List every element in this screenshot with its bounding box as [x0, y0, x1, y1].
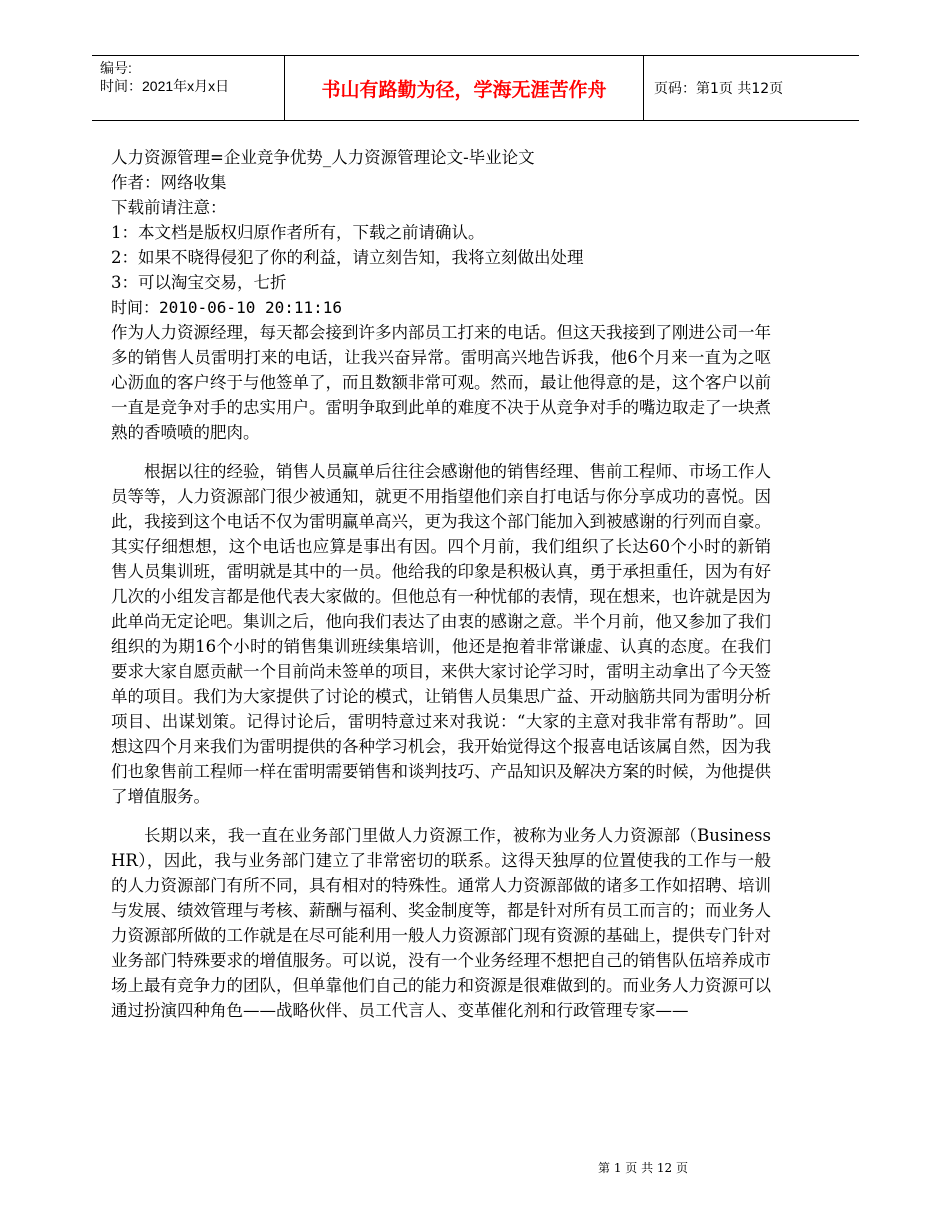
- header-motto-cell: [285, 56, 644, 120]
- body-paragraph-3: 长期以来，我一直在业务部门里做人力资源工作，被称为业务人力资源部（Business HR），因此，我与业务部门建立了非常密切的联系。这得天独厚的位置使我的工作与一般的人力资源部门有所不同，具有相对的特殊性。通常人力资源部做的诸多工作如招聘、培训与发展、绩效管理与考核、薪酬与福利、奖金制度等，都是针对所有员工而言的；而业务人力资源部所做的工作就是在尽可能利用一般人力资源部门现有资源的基础上，提供专门针对业务部门特殊要求的增值服务。可以说，没有一个业务经理不想把自己的销售队伍培养成市场上最有竞争力的团队，但单靠他们自己的能力和资源是很难做到的。而业务人力资源可以通过扮演四种角色——战略伙伴、员工代言人、变革催化剂和行政管理专家——: [111, 826, 771, 1020]
- header-page-info: 页码：第1页 共12页: [654, 81, 784, 97]
- notice-heading: 下载前请注意：: [111, 198, 227, 217]
- notice-item-2: 2：如果不晓得侵犯了你的利益，请立刻告知，我将立刻做出处理: [111, 248, 584, 267]
- document-time: 时间：2010-06-10 20:11:16: [111, 298, 343, 317]
- page-header: [92, 55, 859, 121]
- header-page-cell: [644, 56, 859, 120]
- header-meta-cell: [92, 56, 285, 120]
- document-title: 人力资源管理=企业竞争优势_人力资源管理论文-毕业论文: [111, 148, 535, 167]
- notice-item-1: 1：本文档是版权归原作者所有，下载之前请确认。: [111, 223, 485, 242]
- body-paragraph-1: 作为人力资源经理，每天都会接到许多内部员工打来的电话。但这天我接到了刚进公司一年多的销售人员雷明打来的电话，让我兴奋异常。雷明高兴地告诉我，他6个月来一直为之呕心沥血的客户终于与他签单了，而且数额非常可观。然而，最让他得意的是，这个客户以前一直是竞争对手的忠实用户。雷明争取到此单的难度不决于从竞争对手的嘴边取走了一块煮熟的香喷喷的肥肉。: [111, 323, 771, 442]
- document-body: [111, 145, 771, 1023]
- header-date: 时间：2021年x月x日: [100, 78, 230, 94]
- header-motto: 书山有路勤为径，学海无涯苦作舟: [321, 78, 607, 101]
- page-footer: 第 1 页 共 12 页: [598, 1161, 688, 1175]
- notice-item-3: 3：可以淘宝交易，七折: [111, 273, 287, 292]
- document-author: 作者：网络收集: [111, 173, 227, 192]
- body-paragraph-2: 根据以往的经验，销售人员赢单后往往会感谢他的销售经理、售前工程师、市场工作人员等等，人力资源部门很少被通知，就更不用指望他们亲自打电话与你分享成功的喜悦。因此，我接到这个电话不仅为雷明赢单高兴，更为我这个部门能加入到被感谢的行列而自豪。其实仔细想想，这个电话也应算是事出有因。四个月前，我们组织了长达60个小时的新销售人员集训班，雷明就是其中的一员。他给我的印象是积极认真，勇于承担重任，因为有好几次的小组发言都是他代表大家做的。但他总有一种忧郁的表情，现在想来，也许就是因为此单尚无定论吧。集训之后，他向我们表达了由衷的感谢之意。半个月前，他又参加了我们组织的为期16个小时的销售集训班续集培训，他还是抱着非常谦虚、认真的态度。在我们要求大家自愿贡献一个目前尚未签单的项目，来供大家讨论学习时，雷明主动拿出了今天签单的项目。我们为大家提供了讨论的模式，让销售人员集思广益、开动脑筋共同为雷明分析项目、出谋划策。记得讨论后，雷明特意过来对我说：“大家的主意对我非常有帮助”。回想这四个月来我们为雷明提供的各种学习机会，我开始觉得这个报喜电话该属自然，因为我们也象售前工程师一样在雷明需要销售和谈判技巧、产品知识及解决方案的时候，为他提供了增值服务。: [111, 462, 771, 806]
- document-number-label: 编号:: [100, 60, 132, 76]
